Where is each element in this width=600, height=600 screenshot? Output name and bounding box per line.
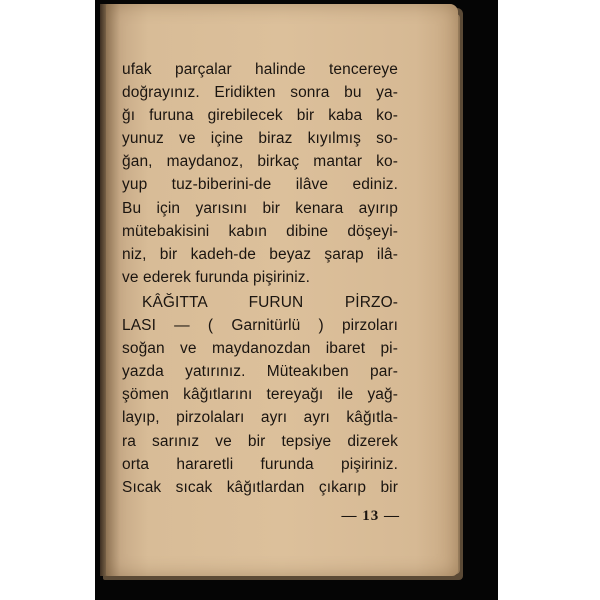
text-line: yunuz ve içine biraz kıyılmış so- xyxy=(122,130,398,148)
text-line: ufak parçalar halinde tencereye xyxy=(122,61,398,78)
recipe-heading: KÂĞITTA FURUN PİRZO- xyxy=(142,293,398,311)
text-line: niz, bir kadeh-de beyaz şarap ilâ- xyxy=(122,245,398,263)
text-line: layıp, pirzolaları ayrı ayrı kâğıtla- xyxy=(122,409,398,427)
text-line: mütebakisini kabın dibine döşeyi- xyxy=(122,222,398,240)
text-line: Bu için yarısını bir kenara ayırıp xyxy=(122,199,398,217)
text-line: orta hararetli furunda pişiriniz. xyxy=(122,455,398,473)
text-line: ra sarınız ve bir tepsiye dizerek xyxy=(122,432,398,450)
page-text xyxy=(122,58,398,499)
text-line: ğı furuna girebilecek bir kaba ko- xyxy=(122,107,398,125)
page-number: — 13 — xyxy=(341,508,400,524)
text-line: ğan, maydanoz, birkaç mantar ko- xyxy=(122,153,398,171)
text-line: doğrayınız. Eridikten sonra bu ya- xyxy=(122,84,398,102)
text-line: ve ederek furunda pişiriniz. xyxy=(122,268,311,286)
text-line: soğan ve maydanozdan ibaret pi- xyxy=(122,340,398,358)
text-line: yup tuz-biberini-de ilâve ediniz. xyxy=(122,176,398,194)
text-line: Sıcak sıcak kâğıtlardan çıkarıp bir xyxy=(122,478,398,496)
text-line: LASI — ( Garnitürlü ) pirzoları xyxy=(122,317,398,335)
text-line: yazda yatırınız. Müteakıben par- xyxy=(122,363,398,381)
text-line: şömen kâğıtlarını tereyağı ile yağ- xyxy=(122,386,398,404)
